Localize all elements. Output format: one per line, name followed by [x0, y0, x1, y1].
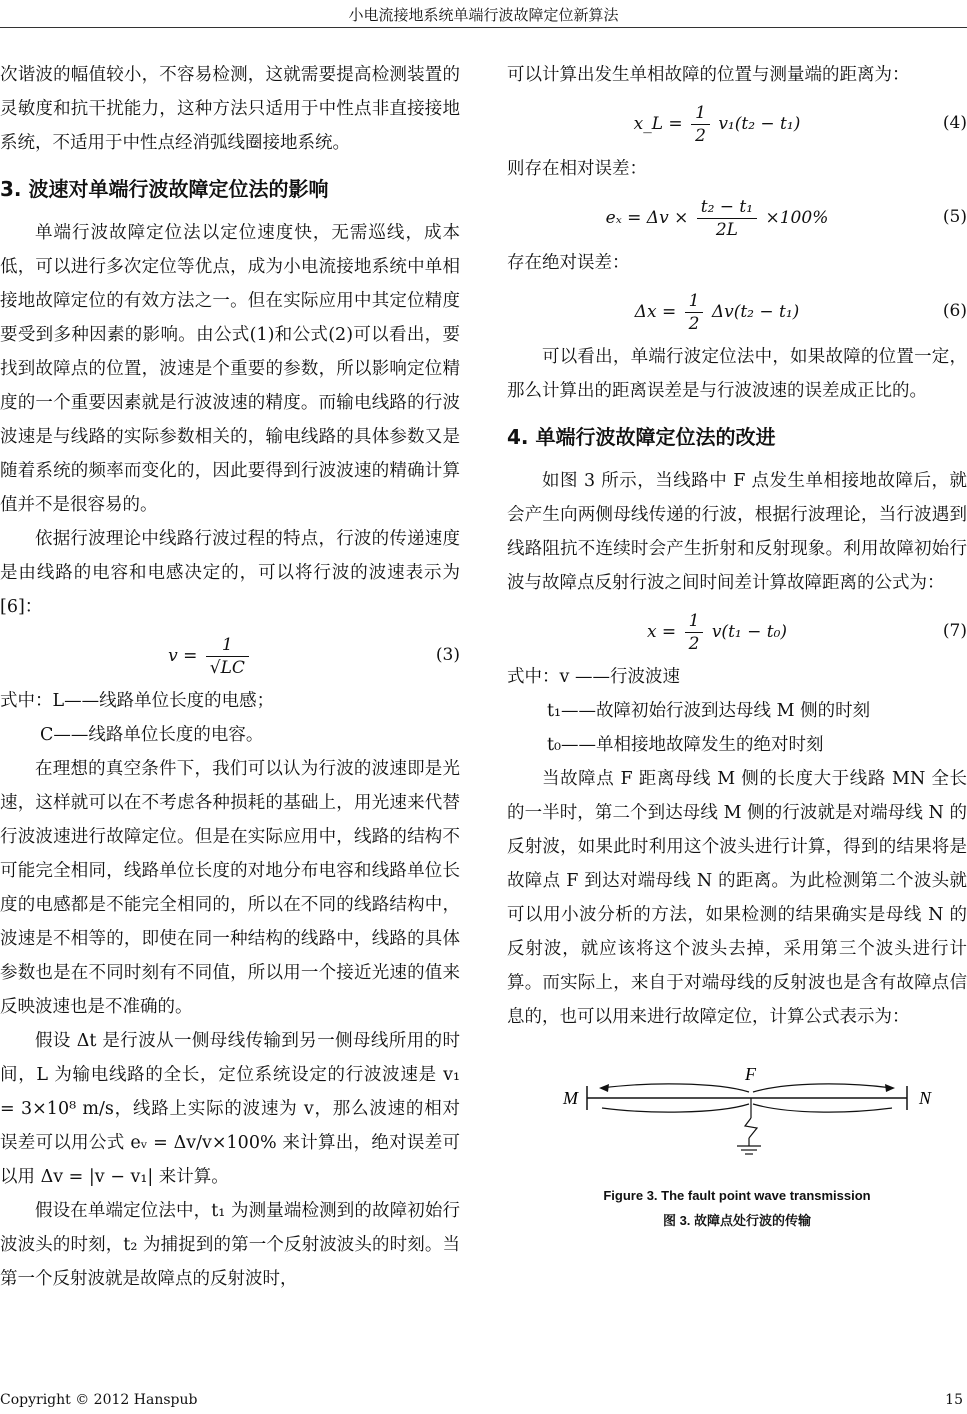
equation-5: [507, 186, 967, 246]
eq-numerator: 1: [685, 610, 704, 633]
arrow-to-M: [599, 1084, 609, 1092]
equation-7: [507, 600, 967, 660]
eq-denominator: 2: [695, 126, 706, 146]
paragraph: 依据行波理论中线路行波过程的特点，行波的传递速度是由线路的电容和电感决定的，可以将行波的波速表示为[6]：: [0, 529, 460, 617]
label-N: N: [919, 1088, 932, 1108]
paragraph: 可以计算出发生单相故障的位置与测量端的距离为：: [507, 65, 910, 85]
eq-lhs: x_L =: [633, 114, 683, 134]
running-title: 小电流接地系统单端行波故障定位新算法: [348, 6, 619, 24]
wave-to-N-lower: [753, 1104, 892, 1112]
eq-denominator: 2: [688, 634, 700, 654]
equation-3: [0, 624, 460, 684]
paragraph: 如图 3 所示，当线路中 F 点发生单相接地故障后，就会产生向两侧母线传递的行波，根据行波理论，当行波遇到线路阻抗不连续时会产生折射和反射现象。利用故障初始行波与故障点反射行波之间时间差计算故障距离的公式为：: [507, 471, 967, 593]
fault-wave-diagram: [527, 1048, 947, 1168]
eq-numerator: 1: [691, 102, 710, 125]
equation-number: (3): [435, 645, 460, 665]
eq-fraction: [685, 290, 704, 335]
eq-denominator: √LC: [209, 658, 245, 678]
label-F: F: [745, 1064, 756, 1084]
eq-rhs: v(t₁ − t₀): [711, 622, 788, 642]
wave-to-N-upper: [753, 1084, 892, 1092]
eq-rhs: v₁(t₂ − t₁): [718, 114, 801, 134]
definition-v: 式中：v ——行波波速: [507, 667, 680, 687]
copyright: Copyright © 2012 Hanspub: [0, 1392, 198, 1408]
page-number: 15: [945, 1392, 963, 1408]
eq-lhs: eₓ = Δv ×: [605, 208, 689, 228]
label-M: M: [563, 1088, 578, 1108]
eq-numerator: t₂ − t₁: [697, 196, 757, 219]
equation-number: (4): [942, 113, 967, 133]
definition-L: 式中：L——线路单位长度的电感；: [0, 691, 275, 711]
eq-lhs: Δx =: [634, 302, 677, 322]
figure-3: [527, 1048, 947, 1228]
eq-lhs: x =: [646, 622, 677, 642]
header-rule: [0, 27, 967, 28]
eq-lhs: v =: [168, 646, 198, 666]
equation-6: [507, 280, 967, 340]
equation-number: (7): [942, 621, 967, 641]
definitions: [0, 684, 460, 752]
paragraph: 当故障点 F 距离母线 M 侧的长度大于线路 MN 全长的一半时，第二个到达母线 M 侧的行波就是对端母线 N 的反射波，如果此时利用这个波头进行计算，得到的结果将是故障点 F 到达对端母线 N 的距离。为此检测第二个波头就可以用小波分析的方法，如果检测的结果确实是母线 N 的反射波，就应该将这个波头去掉，采用第三个波头进行计算。而实际上，来自于对端母线的反射波也是含有故障点信息的，也可以用来进行故障定位，计算公式表示为：: [507, 769, 967, 1027]
eq-numerator: 1: [685, 290, 704, 313]
right-column: [507, 58, 967, 1228]
eq-numerator: 1: [206, 634, 249, 657]
wave-to-M-lower: [602, 1104, 749, 1112]
arrow-to-N: [885, 1084, 895, 1092]
section-heading-4: 4. 单端行波故障定位法的改进: [507, 425, 776, 449]
paragraph: 单端行波故障定位法以定位速度快，无需巡线，成本低，可以进行多次定位等优点，成为小电流接地系统中单相接地故障定位的有效方法之一。但在实际应用中其定位精度要受到多种因素的影响。由公式(1)和公式(2)可以看出，要找到故障点的位置，波速是个重要的参数，所以影响定位精度的一个重要因素就是行波波速的精度。而输电线路的行波波速是与线路的实际参数相关的，输电线路的具体参数又是随着系统的频率而变化的，因此要得到行波波速的精确计算值并不是很容易的。: [0, 223, 460, 515]
eq-denominator: 2L: [715, 220, 738, 240]
left-column: [0, 58, 460, 1296]
definition-C: C——线路单位长度的电容。: [40, 725, 264, 745]
paragraph: 则存在相对误差：: [507, 159, 647, 179]
eq-rhs: ×100%: [765, 208, 829, 228]
eq-rhs: Δv(t₂ − t₁): [711, 302, 800, 322]
equation-number: (5): [942, 207, 967, 227]
equation-4: [507, 92, 967, 152]
paragraph: 假设 Δt 是行波从一侧母线传输到另一侧母线所用的时间，L 为输电线路的全长，定位系统设定的行波波速是 v₁ = 3×10⁸ m/s，线路上实际的波速为 v，那么波速的相对误差可以用公式 eᵥ = Δv/v×100% 来计算出，绝对误差可以用 Δv = |v − v₁| 来计算。: [0, 1031, 460, 1187]
definitions: [507, 660, 967, 762]
eq-denominator: 2: [688, 314, 700, 334]
definition-t0: t₀——单相接地故障发生的绝对时刻: [547, 735, 824, 755]
section-heading-3: 3. 波速对单端行波故障定位法的影响: [0, 177, 329, 201]
eq-fraction: [691, 102, 710, 147]
figure-caption-en: Figure 3. The fault point wave transmission: [603, 1188, 871, 1203]
definition-t1: t₁——故障初始行波到达母线 M 侧的时刻: [547, 701, 871, 721]
fault-arc: [745, 1118, 757, 1138]
paragraph: 在理想的真空条件下，我们可以认为行波的波速即是光速，这样就可以在不考虑各种损耗的基础上，用光速来代替行波波速进行故障定位。但是在实际应用中，线路的结构不可能完全相同，线路单位长度的对地分布电容和线路单位长度的电感都是不能完全相同的，所以在不同的线路结构中，波速是不相等的，即使在同一种结构的线路中，线路的具体参数也是在不同时刻有不同值，所以用一个接近光速的值来反映波速也是不准确的。: [0, 759, 460, 1017]
eq-fraction: [206, 634, 249, 679]
eq-fraction: [697, 196, 757, 241]
wave-to-M-upper: [602, 1084, 749, 1092]
paragraph: 存在绝对误差：: [507, 253, 630, 273]
paragraph: 可以看出，单端行波定位法中，如果故障的位置一定，那么计算出的距离误差是与行波波速的误差成正比的。: [507, 347, 967, 401]
eq-fraction: [685, 610, 704, 655]
paragraph: 假设在单端定位法中，t₁ 为测量端检测到的故障初始行波波头的时刻，t₂ 为捕捉到的第一个反射波波头的时刻。当第一个反射波就是故障点的反射波时，: [0, 1201, 460, 1289]
figure-caption-cn: 图 3. 故障点处行波的传输: [662, 1213, 812, 1228]
paragraph: 次谐波的幅值较小，不容易检测，这就需要提高检测装置的灵敏度和抗干扰能力，这种方法只适用于中性点非直接接地系统，不适用于中性点经消弧线圈接地系统。: [0, 65, 460, 153]
equation-number: (6): [942, 301, 967, 321]
